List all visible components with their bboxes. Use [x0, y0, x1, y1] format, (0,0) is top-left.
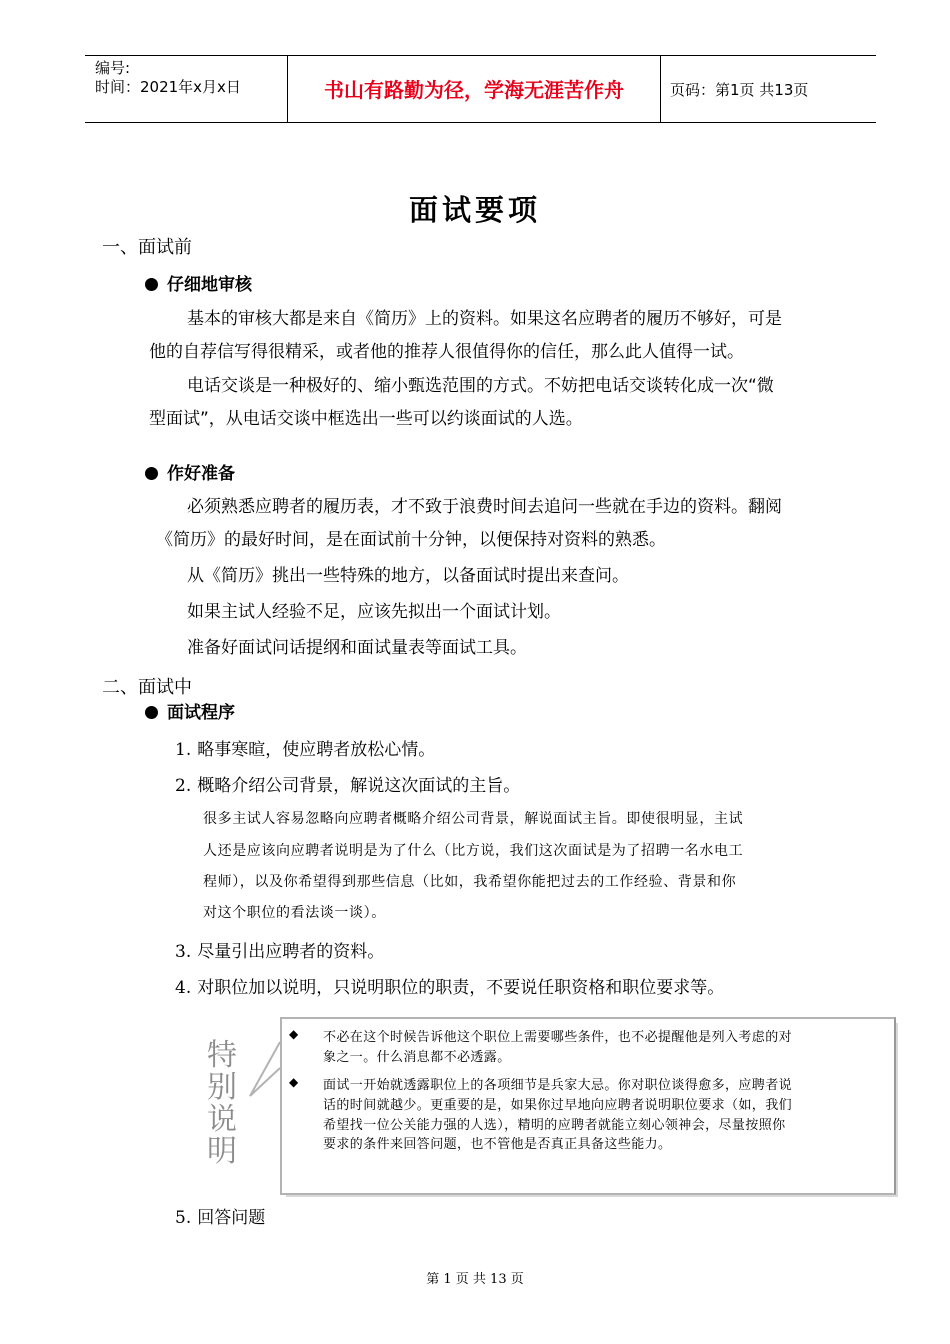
item-text: 略事寒暄，使应聘者放松心情。	[197, 740, 436, 760]
header-bottom-rule	[85, 122, 876, 123]
item-text: 对职位加以说明，只说明职位的职责，不要说任职资格和职位要求等。	[197, 978, 725, 998]
subheading-review-label: 仔细地审核	[167, 275, 252, 295]
bullet-dot	[145, 278, 158, 291]
item-number: 1.	[175, 740, 192, 760]
item-number: 3.	[175, 942, 192, 962]
paragraph-line: 准备好面试问话提纲和面试量表等面试工具。	[187, 638, 527, 658]
procedure-item-1	[175, 735, 435, 760]
special-note-label-char: 别	[207, 1070, 237, 1105]
note-line: 对这个职位的看法谈一谈）。	[203, 905, 386, 921]
section-heading-before-interview: 一、面试前	[102, 237, 192, 258]
special-note-line: 象之一。什么消息都不必透露。	[323, 1050, 511, 1065]
procedure-item-2	[175, 771, 520, 796]
header-number-label: 编号:	[95, 59, 131, 77]
bullet-dot	[145, 467, 158, 480]
header-time-label: 时间：2021年x月x日	[95, 78, 241, 96]
special-note-line: 希望找一位公关能力强的人选），精明的应聘者就能立刻心领神会，尽量按照你	[323, 1118, 786, 1133]
special-note-line: 话的时间就越少。更重要的是，如果你过早地向应聘者说明职位要求（如，我们	[323, 1098, 793, 1113]
special-note-label-char: 说	[207, 1102, 237, 1137]
note-line: 人还是应该向应聘者说明是为了什么（比方说，我们这次面试是为了招聘一名水电工	[203, 843, 744, 859]
item-number: 2.	[175, 776, 192, 796]
paragraph-line: 《简历》的最好时间，是在面试前十分钟，以便保持对资料的熟悉。	[156, 530, 666, 550]
subheading-prepare-label: 作好准备	[167, 464, 235, 484]
subheading-procedure-label: 面试程序	[167, 703, 235, 723]
procedure-item-3	[175, 937, 384, 962]
section-heading-during-interview: 二、面试中	[102, 677, 192, 698]
header-divider-right	[660, 55, 661, 122]
header-top-rule	[85, 55, 876, 56]
note-line: 程师），以及你希望得到那些信息（比如，我希望你能把过去的工作经验、背景和你	[203, 874, 737, 890]
callout-pointer	[246, 1040, 286, 1110]
page-title: 面试要项	[408, 193, 541, 227]
item-text: 概略介绍公司背景，解说这次面试的主旨。	[197, 776, 521, 796]
special-note-line: 不必在这个时候告诉他这个职位上需要哪些条件，也不必提醒他是列入考虑的对	[323, 1030, 793, 1045]
diamond-bullet-icon: ◆	[289, 1027, 299, 1041]
procedure-item-4	[175, 973, 724, 998]
special-note-label-char: 明	[207, 1134, 237, 1169]
item-text: 回答问题	[197, 1208, 266, 1228]
page-footer: 第 1 页 共 13 页	[426, 1272, 524, 1287]
procedure-item-5	[175, 1203, 265, 1228]
paragraph-line: 基本的审核大都是来自《简历》上的资料。如果这名应聘者的履历不够好，可是	[187, 309, 782, 329]
bullet-dot	[145, 706, 158, 719]
special-note-label-char: 特	[207, 1038, 237, 1073]
paragraph-line: 型面试”，从电话交谈中框选出一些可以约谈面试的人选。	[149, 409, 583, 429]
header-page-label: 页码：第1页 共13页	[670, 81, 809, 99]
paragraph-line: 如果主试人经验不足，应该先拟出一个面试计划。	[187, 602, 561, 622]
paragraph-line: 必须熟悉应聘者的履历表，才不致于浪费时间去追问一些就在手边的资料。翻阅	[187, 497, 782, 517]
subheading-prepare	[145, 459, 235, 484]
paragraph-line: 从《简历》挑出一些特殊的地方，以备面试时提出来查问。	[187, 566, 629, 586]
item-number: 4.	[175, 978, 192, 998]
header-motto: 书山有路勤为径，学海无涯苦作舟	[324, 78, 624, 102]
special-note-line: 面试一开始就透露职位上的各项细节是兵家大忌。你对职位谈得愈多，应聘者说	[323, 1078, 793, 1093]
subheading-review	[145, 270, 252, 295]
special-note-line: 要求的条件来回答问题，也不管他是否真正具备这些能力。	[323, 1137, 672, 1152]
note-line: 很多主试人容易忽略向应聘者概略介绍公司背景，解说面试主旨。即使很明显，主试	[203, 811, 744, 827]
subheading-procedure	[145, 698, 235, 723]
diamond-bullet-icon: ◆	[289, 1075, 299, 1089]
paragraph-line: 电话交谈是一种极好的、缩小甄选范围的方式。不妨把电话交谈转化成一次“微	[187, 376, 774, 396]
item-number: 5.	[175, 1208, 192, 1228]
item-text: 尽量引出应聘者的资料。	[197, 942, 385, 962]
paragraph-line: 他的自荐信写得很精采，或者他的推荐人很值得你的信任，那么此人值得一试。	[149, 342, 744, 362]
